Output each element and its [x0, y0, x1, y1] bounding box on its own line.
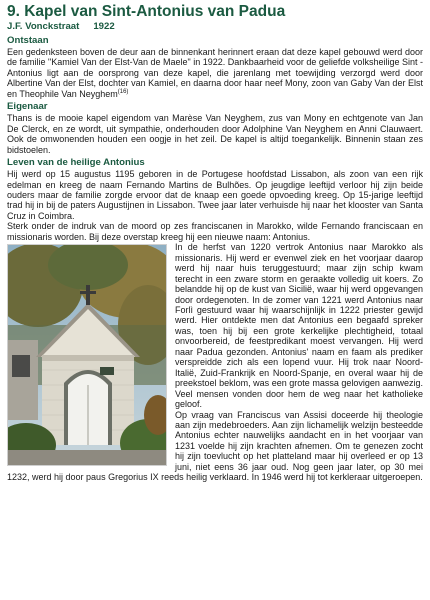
section-text-ontstaan: [7, 47, 423, 99]
footnote-marker: (16): [117, 88, 129, 95]
leven-paragraph-4: Op vraag van Franciscus van Assisi doceerde hij theologie aan zijn medebroeders. Aan zijn lichamelijk welzijn besteedde Antonius echter nauwelijks aandacht en in het voorjaar van 1231 voelde hij zijn krachten afnemen. Om te genezen zocht hij zijn toevlucht op het platteland maar hij overleed er op 13 juni, niet eens 36 jaar oud. Nog geen jaar later, op 30 mei 1232, werd hij door paus Gregorius IX reeds heilig verklaard. In 1946 werd hij tot kerkleraar uitgeroepen.: [7, 409, 423, 483]
article-subline: [7, 21, 423, 33]
section-heading-leven: Leven van de heilige Antonius: [7, 157, 145, 169]
leven-photo-block: [7, 242, 423, 482]
leven-paragraph-3: [7, 242, 423, 409]
build-year: 1922: [93, 21, 115, 32]
leven-paragraph-2: Sterk onder de indruk van de moord op zes franciscanen in Marokko, wilde Fernando franciscaan en missionaris worden. Bij deze overstap kreeg hij een nieuwe naam: Antonius.: [7, 221, 423, 242]
chapel-photo: [7, 244, 167, 466]
section-heading-eigenaar: Eigenaar: [7, 101, 48, 113]
leven-paragraph-1: Hij werd op 15 augustus 1195 geboren in de Portugese hoofdstad Lissabon, als zoon van een rijk edelman en kreeg de naam Fernando Martins de Bulhões. Op jeugdige leeftijd verloor hij zijn beide ouders maar de familie zorgde ervoor dat de knaap een goede opvoeding kreeg. Op 15-jarige leeftijd trad hij in bij de paters Augustijnen in Lissabon. Twee jaar later verhuisde hij naar het klooster van Santa Cruz in Coimbra.: [7, 169, 423, 221]
article-title: 9. Kapel van Sint-Antonius van Padua: [7, 3, 286, 20]
leven-paragraph-3-text: In de herfst van 1220 vertrok Antonius naar Marokko als missionaris. Hij werd er evenwel ziek en het voorjaar daarop werd hij naar huis teruggestuurd; maar zijn schip kwam terecht in een zware storm en geraakte volledig uit koers. Zo belandde hij op de kust van Sicilië, waar hij werd opgevangen door ordegenoten. In de zomer van 1221 werd Antonius naar Forlì gestuurd waar hij waarschijnlijk in 1222 priester gewijd werd. Hier ontdekte men dat Antonius een begaafd spreker was, toen hij bij een grote kerkelijke plechtigheid, totaal onvoorbereid, de feestpredikant moest vervangen. Hij werd naar Padua gezonden. Antonius' naam en faam als prediker verspreidde zich als een lopend vuur. Hij trok naar Noord-Italië, Zuid-Frankrijk en Noord-Spanje, en overal waar hij de preekstoel beklom, was een grote massa gelovigen aanwezig. Veel mensen vonden door hem de weg naar het katholieke geloof.: [175, 242, 423, 410]
chapel-illustration: [8, 245, 166, 465]
ontstaan-body: Een gedenksteen boven de deur aan de binnenkant herinnert eraan dat deze kapel gebouwd werd door de familie "Kamiel Van der Elst-Van de Maele" in 1922. Dankbaarheid voor de geliefde volksheilige Sint -Antonius ligt aan de oorsprong van deze kapel, die jarenlang met toewijding verzorgd werd door Albertine Van der Elst, dochter van Kamiel, en daarna door haar neef Mony, zoon van Gaby Van der Elst en Theophile Van Neyghem: [7, 47, 423, 99]
street-name: J.F. Vonckstraat: [7, 21, 80, 32]
section-heading-ontstaan: Ontstaan: [7, 35, 49, 46]
section-text-eigenaar: Thans is de mooie kapel eigendom van Marèse Van Neyghem, zus van Mony en echtgenote van Jan De Clerck, en ze wordt, uit sympathie, onderhouden door Adolphine Van Neyghem en Anni Clauwaert. Ook de omwonenden houden een oogje in het zeil. De kapel is altijd toegankelijk. Binnenin staan zes bidstoelen.: [7, 113, 423, 155]
article-page: [7, 0, 423, 483]
